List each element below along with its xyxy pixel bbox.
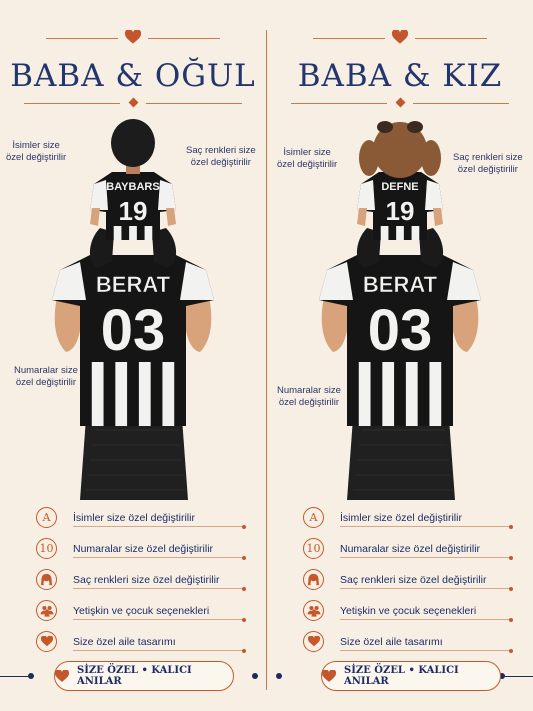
child-number-text: 19 xyxy=(118,196,148,226)
number-10-icon: 10 xyxy=(36,538,57,559)
note-names: İsimler size özel değiştirilir xyxy=(6,140,67,163)
panel-father-son xyxy=(0,0,266,711)
feature-item xyxy=(36,502,246,533)
feature-item xyxy=(303,502,513,533)
feature-text: İsimler size özel değiştirilir xyxy=(340,511,462,524)
feature-text: İsimler size özel değiştirilir xyxy=(73,511,195,524)
note-hair: Saç renkleri size özel değiştirilir xyxy=(453,152,523,175)
feature-text: Size özel aile tasarımı xyxy=(73,635,176,648)
feature-text: Saç renkleri size özel değiştirilir xyxy=(73,573,220,586)
heart-icon xyxy=(322,670,336,683)
panel-title: BABA & OĞUL xyxy=(10,58,256,94)
feature-text: Yetişkin ve çocuk seçenekleri xyxy=(73,604,210,617)
number-10-icon: 10 xyxy=(303,538,324,559)
promo-badge xyxy=(321,661,501,691)
parent-number-text: 03 xyxy=(100,298,166,363)
panel-title: BABA & KIZ xyxy=(297,58,503,94)
feature-text: Numaralar size özel değiştirilir xyxy=(73,542,214,555)
hair-icon xyxy=(303,569,324,590)
feature-item xyxy=(303,533,513,564)
note-hair: Saç renkleri size özel değiştirilir xyxy=(186,145,256,168)
feature-text: Numaralar size özel değiştirilir xyxy=(340,542,481,555)
feature-item xyxy=(303,564,513,595)
feature-text: Saç renkleri size özel değiştirilir xyxy=(340,573,487,586)
note-numbers: Numaralar size özel değiştirilir xyxy=(277,385,341,408)
child-hair xyxy=(111,119,155,167)
family-figure xyxy=(267,0,533,500)
badge-text: SİZE ÖZEL • KALICI ANILAR xyxy=(77,665,192,687)
pigtail-right-icon xyxy=(421,140,441,176)
note-numbers: Numaralar size özel değiştirilir xyxy=(14,365,78,388)
panel-father-daughter xyxy=(267,0,533,711)
feature-list xyxy=(303,502,513,657)
heart-icon xyxy=(303,631,324,652)
feature-item xyxy=(36,626,246,657)
child-arm-right xyxy=(166,208,176,226)
letter-a-icon: A xyxy=(303,507,324,528)
pigtail-left-icon xyxy=(359,140,379,176)
feature-item xyxy=(36,564,246,595)
hair-icon xyxy=(36,569,57,590)
parent-name-text: BERAT xyxy=(95,272,171,297)
parent-number-text: 03 xyxy=(367,298,433,363)
heart-icon xyxy=(36,631,57,652)
note-names: İsimler size özel değiştirilir xyxy=(277,147,338,170)
child-number-text: 19 xyxy=(385,196,415,226)
people-icon xyxy=(303,600,324,621)
family-figure xyxy=(0,0,266,500)
child-arm-left xyxy=(90,208,100,226)
badge-text: SİZE ÖZEL • KALICI ANILAR xyxy=(344,665,459,687)
heart-icon xyxy=(55,670,69,683)
child-arm-left xyxy=(357,208,367,226)
child-name-text: DEFNE xyxy=(381,181,419,193)
letter-a-icon: A xyxy=(36,507,57,528)
feature-list xyxy=(36,502,246,657)
feature-text: Yetişkin ve çocuk seçenekleri xyxy=(340,604,477,617)
feature-item xyxy=(303,595,513,626)
feature-item xyxy=(36,595,246,626)
feature-item xyxy=(36,533,246,564)
child-name-text: BAYBARS xyxy=(106,181,160,193)
feature-text: Size özel aile tasarımı xyxy=(340,635,443,648)
parent-name-text: BERAT xyxy=(362,272,438,297)
child-arm-right xyxy=(433,208,443,226)
feature-item xyxy=(303,626,513,657)
people-icon xyxy=(36,600,57,621)
promo-badge xyxy=(54,661,234,691)
